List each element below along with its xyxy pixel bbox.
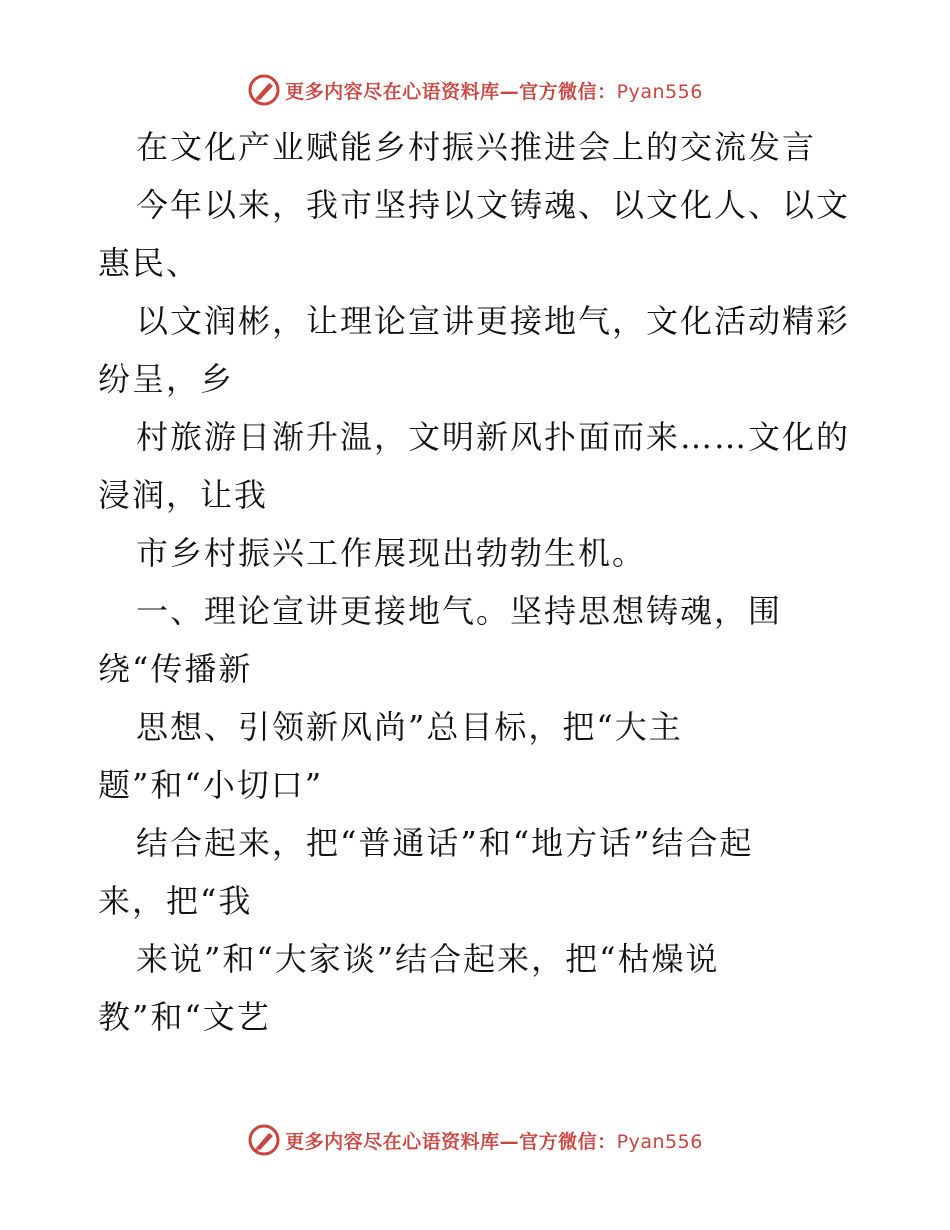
paragraph-line: 以文润彬，让理论宣讲更接地气，文化活动精彩	[136, 302, 851, 340]
paragraph-line: 绕“传播新	[98, 650, 253, 688]
footer-banner-text: 更多内容尽在心语资料库—官方微信：Pyan556	[285, 1130, 703, 1153]
header-banner	[0, 70, 950, 110]
paragraph-line: 浸润，让我	[98, 476, 269, 514]
paragraph-line: 结合起来，把“普通话”和“地方话”结合起	[136, 824, 754, 862]
document-title: 在文化产业赋能乡村振兴推进会上的交流发言	[136, 128, 817, 166]
header-banner-text: 更多内容尽在心语资料库—官方微信：Pyan556	[285, 80, 703, 103]
paragraph-line: 教”和“文艺	[98, 998, 271, 1036]
paragraph-line: 思想、引领新风尚”总目标，把“大主	[136, 708, 683, 746]
footer-banner	[0, 1120, 950, 1160]
paragraph-line: 题”和“小切口”	[98, 766, 324, 804]
paragraph-line: 今年以来，我市坚持以文铸魂、以文化人、以文	[136, 186, 851, 224]
pen-logo-icon	[247, 73, 281, 107]
paragraph-line: 村旅游日渐升温，文明新风扑面而来……文化的	[136, 418, 851, 456]
header-wechat-id: Pyan556	[616, 80, 703, 103]
paragraph-line: 纷呈，乡	[98, 360, 235, 398]
pen-logo-icon	[247, 1123, 281, 1157]
document-body	[98, 118, 858, 1046]
paragraph-line: 来，把“我	[98, 882, 253, 920]
section-heading-line: 一、理论宣讲更接地气。坚持思想铸魂，围	[136, 592, 783, 630]
paragraph-line: 市乡村振兴工作展现出勃勃生机。	[136, 534, 647, 572]
paragraph-line: 惠民、	[98, 244, 201, 282]
footer-wechat-id: Pyan556	[616, 1130, 703, 1153]
paragraph-line: 来说”和“大家谈”结合起来，把“枯燥说	[136, 940, 720, 978]
